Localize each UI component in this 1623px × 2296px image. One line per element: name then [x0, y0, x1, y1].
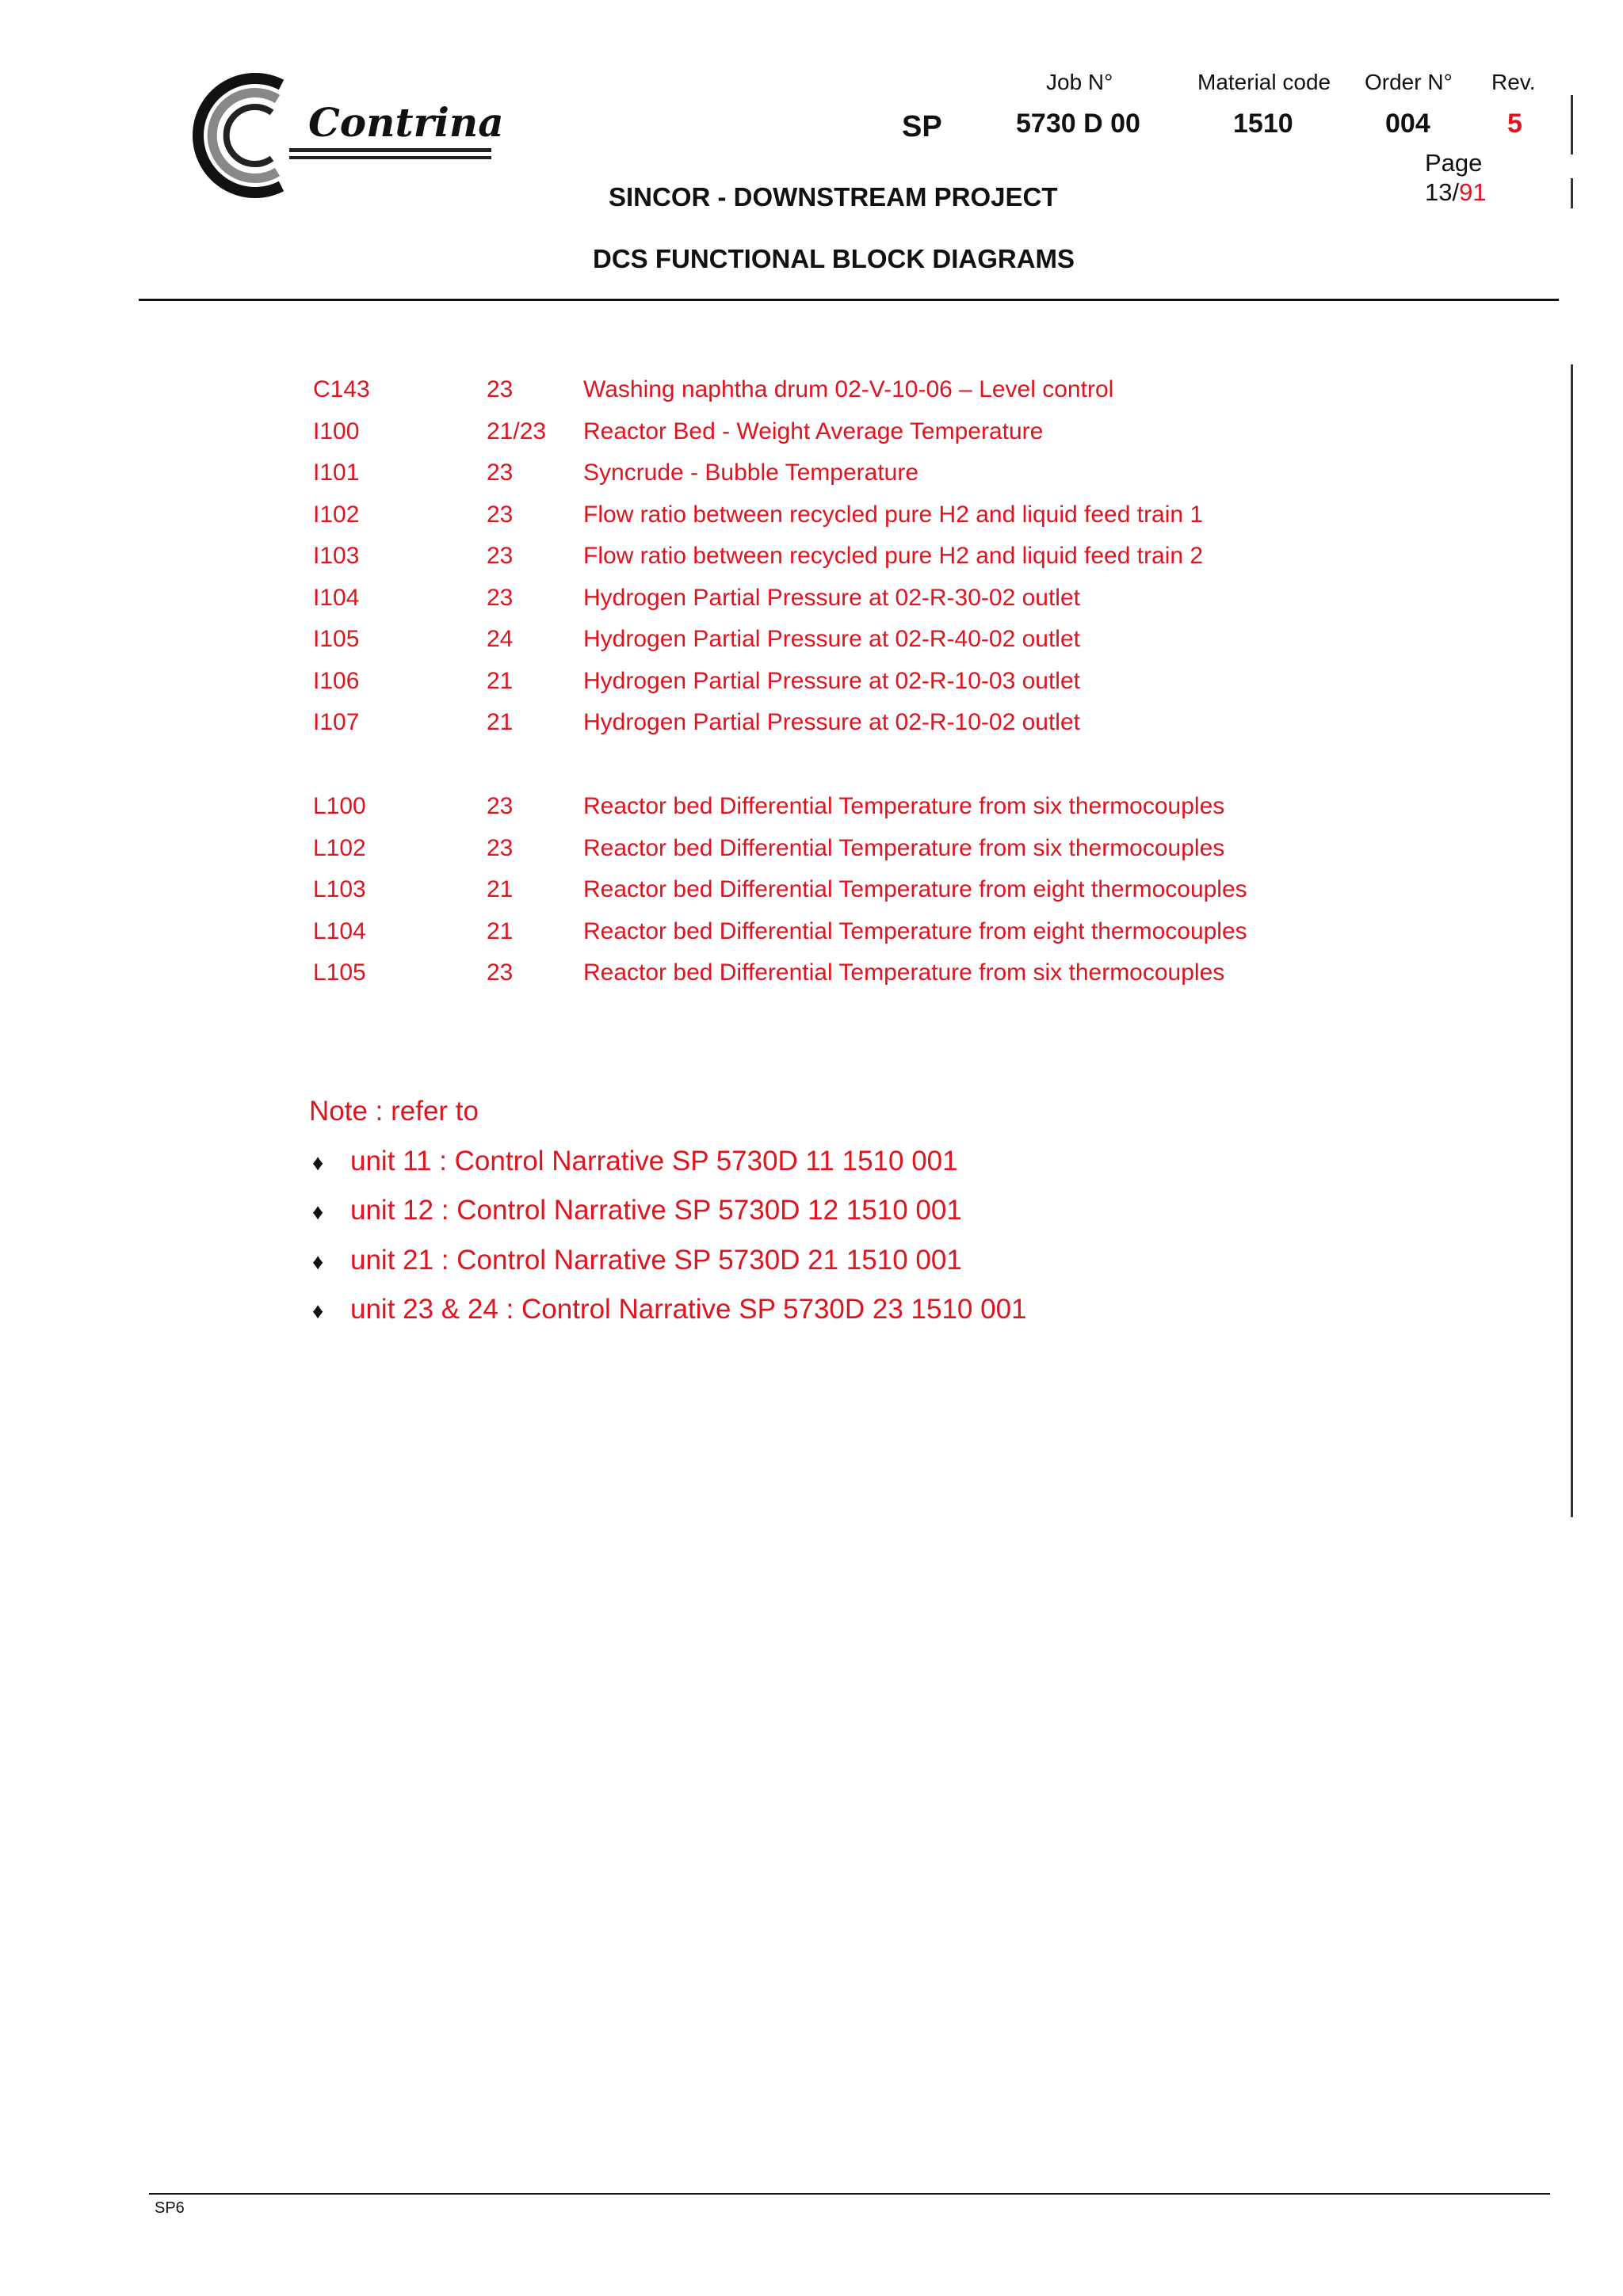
- sheet-number: 23: [487, 959, 514, 986]
- page-label: Page: [1425, 149, 1483, 177]
- block-id: L104: [313, 917, 366, 944]
- block-description: Hydrogen Partial Pressure at 02-R-10-02 outlet: [583, 709, 1080, 735]
- document-title: DCS FUNCTIONAL BLOCK DIAGRAMS: [593, 244, 1075, 273]
- note-item: [312, 1195, 962, 1226]
- block-description: Hydrogen Partial Pressure at 02-R-30-02 outlet: [583, 584, 1080, 611]
- page-number: [1425, 178, 1487, 207]
- list-item: [0, 376, 1268, 418]
- block-description: Flow ratio between recycled pure H2 and liquid feed train 1: [583, 501, 1204, 528]
- list-item: [0, 543, 1268, 584]
- block-id: C143: [313, 376, 370, 402]
- revision-bar-page: [1571, 178, 1573, 208]
- revision-bar-content: [1571, 364, 1573, 1517]
- list-item: [0, 876, 1268, 917]
- block-id: I104: [313, 584, 360, 611]
- sheet-number: 23: [487, 501, 514, 528]
- project-title: SINCOR - DOWNSTREAM PROJECT: [609, 182, 1058, 212]
- block-id: I102: [313, 501, 360, 528]
- sheet-number: 23: [487, 793, 514, 819]
- page-current: 13/: [1425, 178, 1460, 206]
- note-item-text: unit 21 : Control Narrative SP 5730D 21 1510 001: [350, 1245, 962, 1276]
- doc-prefix: SP: [902, 110, 942, 143]
- block-description: Hydrogen Partial Pressure at 02-R-40-02 outlet: [583, 626, 1080, 652]
- list-item: [0, 918, 1268, 959]
- list-item: [0, 668, 1268, 709]
- sheet-number: 23: [487, 834, 514, 861]
- header-divider: [139, 299, 1559, 301]
- note-item: [312, 1245, 962, 1276]
- sheet-number: 24: [487, 626, 514, 652]
- block-description: Reactor bed Differential Temperature from six thermocouples: [583, 959, 1225, 986]
- list-item: [0, 835, 1268, 876]
- block-description: Reactor bed Differential Temperature from eight thermocouples: [583, 917, 1247, 944]
- block-description: Reactor bed Differential Temperature from six thermocouples: [583, 834, 1225, 861]
- block-id: I107: [313, 709, 360, 735]
- block-id: I100: [313, 418, 360, 444]
- block-description: Hydrogen Partial Pressure at 02-R-10-03 outlet: [583, 667, 1080, 694]
- sheet-number: 23: [487, 376, 514, 402]
- block-description: Flow ratio between recycled pure H2 and liquid feed train 2: [583, 543, 1204, 569]
- block-description: Syncrude - Bubble Temperature: [583, 460, 919, 486]
- list-item: [0, 460, 1268, 501]
- sheet-number: 23: [487, 460, 514, 486]
- block-description: Washing naphtha drum 02-V-10-06 – Level control: [583, 376, 1114, 402]
- note-item: [312, 1146, 958, 1177]
- sheet-number: 23: [487, 584, 514, 611]
- sheet-number: 21: [487, 667, 514, 694]
- block-id: L103: [313, 876, 366, 902]
- list-item: [0, 502, 1268, 543]
- material-label: Material code: [1197, 70, 1331, 94]
- list-item: [0, 959, 1268, 1001]
- diamond-bullet-icon: ♦: [312, 1249, 324, 1274]
- material-code: 1510: [1233, 109, 1293, 139]
- block-id: I103: [313, 543, 360, 569]
- sheet-number: 23: [487, 543, 514, 569]
- sheet-number: 21: [487, 709, 514, 735]
- revision-number: 5: [1507, 109, 1522, 139]
- sheet-number: 21: [487, 917, 514, 944]
- list-item: [0, 585, 1268, 626]
- block-id: I105: [313, 626, 360, 652]
- block-description: Reactor bed Differential Temperature from eight thermocouples: [583, 876, 1247, 902]
- revision-bar-top: [1571, 95, 1573, 154]
- note-item-text: unit 12 : Control Narrative SP 5730D 12 1510 001: [350, 1195, 962, 1226]
- block-id: I106: [313, 667, 360, 694]
- note-title: Note : refer to: [309, 1096, 479, 1127]
- job-label: Job N°: [1046, 70, 1113, 94]
- note-item: [312, 1294, 1027, 1325]
- block-id: L102: [313, 834, 366, 861]
- order-label: Order N°: [1365, 70, 1453, 94]
- company-name: Contrina: [308, 99, 504, 146]
- list-item: [0, 626, 1268, 667]
- company-logo: [162, 67, 504, 206]
- footer-code: SP6: [155, 2199, 185, 2217]
- list-item: [0, 418, 1268, 460]
- function-list-group-1: [0, 376, 1347, 749]
- block-description: Reactor Bed - Weight Average Temperature: [583, 418, 1044, 444]
- job-number: 5730 D 00: [1016, 109, 1140, 139]
- rev-label: Rev.: [1491, 70, 1536, 94]
- diamond-bullet-icon: ♦: [312, 1150, 324, 1175]
- note-item-text: unit 11 : Control Narrative SP 5730D 11 1510 001: [350, 1146, 958, 1177]
- sheet-number: 21: [487, 876, 514, 902]
- block-id: L100: [313, 793, 366, 819]
- diamond-bullet-icon: ♦: [312, 1199, 324, 1224]
- note-item-text: unit 23 & 24 : Control Narrative SP 5730D 23 1510 001: [350, 1294, 1027, 1325]
- diamond-bullet-icon: ♦: [312, 1299, 324, 1323]
- sheet-number: 21/23: [487, 418, 547, 444]
- block-description: Reactor bed Differential Temperature from six thermocouples: [583, 793, 1225, 819]
- list-item: [0, 709, 1268, 750]
- list-item: [0, 793, 1268, 834]
- block-id: I101: [313, 460, 360, 486]
- page-total: 91: [1459, 178, 1487, 206]
- block-id: L105: [313, 959, 366, 986]
- function-list-group-2: [0, 793, 1347, 999]
- order-number: 004: [1385, 109, 1430, 139]
- footer-divider: [149, 2193, 1550, 2195]
